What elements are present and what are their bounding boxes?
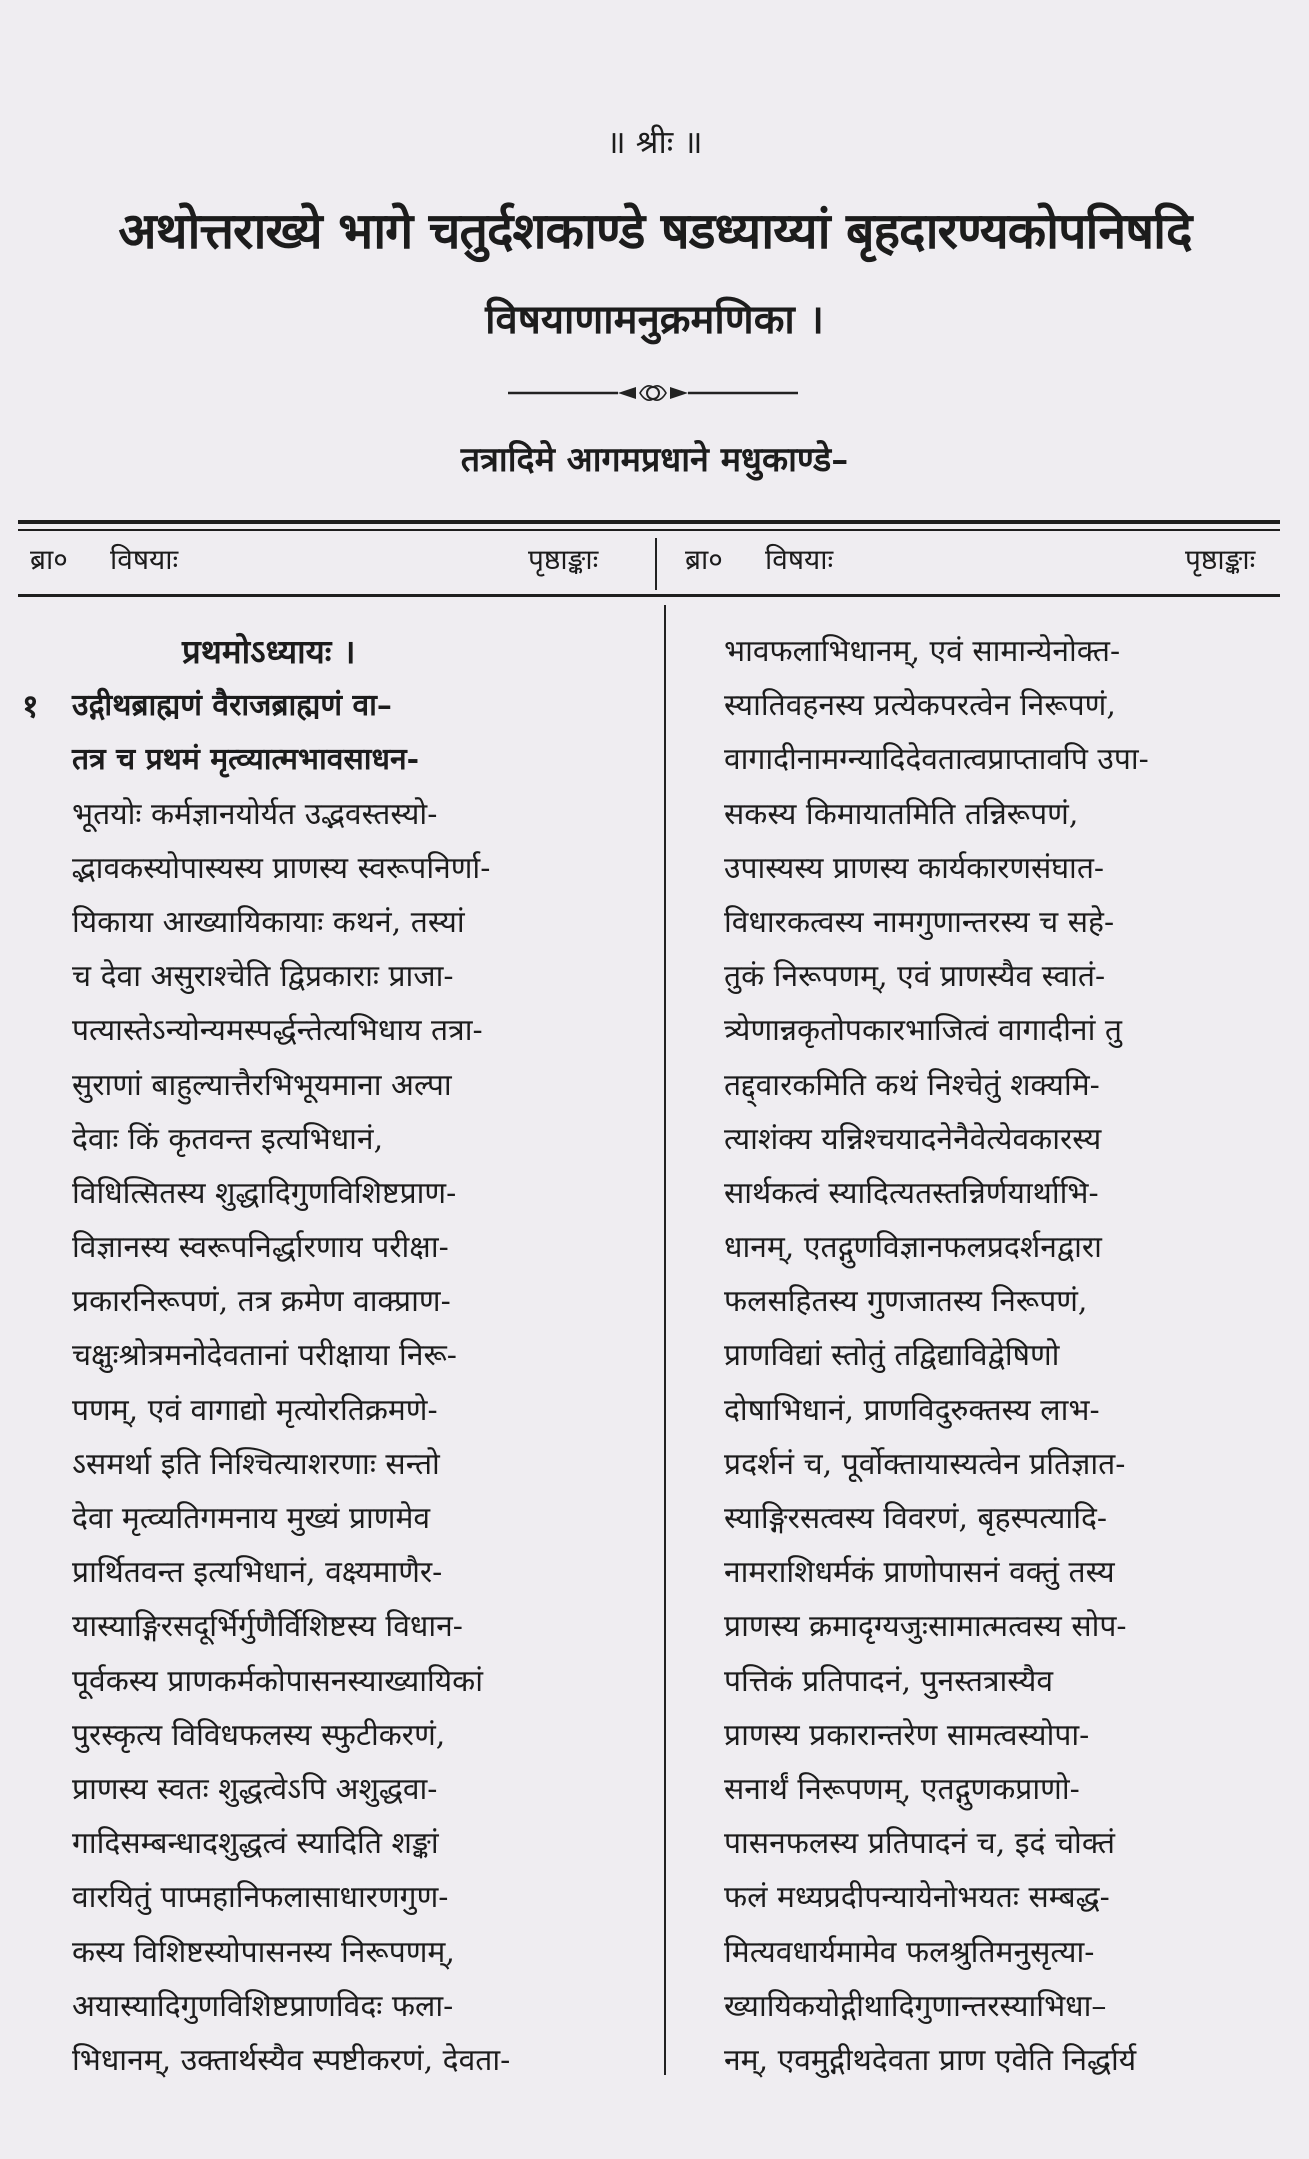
list-item: वागादीनामग्न्यादिदेवतात्वप्राप्तावपि उपा-: [724, 742, 1149, 778]
header-page-label: पृष्ठाङ्काः: [528, 543, 599, 576]
header-divider: [655, 538, 657, 590]
list-item: प्राणस्य क्रमादृग्यजुःसामात्मत्वस्य सोप-: [724, 1609, 1127, 1645]
list-item: प्राणस्य स्वतः शुद्धत्वेऽपि अशुद्धवा-: [72, 1771, 438, 1807]
list-item: मित्यवधार्यमामेव फलश्रुतिमनुसृत्या-: [724, 1934, 1095, 1970]
header-subject-label: विषयाः: [110, 543, 179, 576]
list-item: भावफलाभिधानम्, एवं सामान्येनोक्त-: [724, 634, 1121, 669]
column-divider: [664, 605, 666, 2075]
list-item: धानम्, एतद्गुणविज्ञानफलप्रदर्शनद्वारा: [724, 1230, 1102, 1266]
list-item: विधित्सितस्य शुद्धादिगुणविशिष्टप्राण-: [72, 1175, 457, 1211]
entry-number: १: [22, 687, 39, 726]
table-top-rule-thin: [18, 529, 1280, 531]
header-num-label: ब्रा०: [685, 543, 723, 576]
list-item: पणम्, एवं वागाद्यो मृत्योरतिक्रमणे-: [72, 1392, 438, 1428]
list-item: भूतयोः कर्मज्ञानयोर्यत उद्भवस्तस्यो-: [72, 796, 438, 832]
list-item: दोषाभिधानं, प्राणविदुरुक्तस्य लाभ-: [724, 1392, 1100, 1428]
list-item: देवा मृत्व्यतिगमनाय मुख्यं प्राणमेव: [72, 1501, 431, 1536]
list-item: त्याशंक्य यन्निश्चयादनेनैवेत्येवकारस्य: [724, 1121, 1102, 1157]
list-item: तत्र च प्रथमं मृत्व्यात्मभावसाधन-: [72, 742, 420, 778]
list-item: तद्द्वारकमिति कथं निश्चेतुं शक्यमि-: [724, 1067, 1100, 1103]
list-item: पासनफलस्य प्रतिपादनं च, इदं चोक्तं: [724, 1826, 1116, 1862]
left-column: [22, 625, 632, 2088]
header-page-label: पृष्ठाङ्काः: [1185, 543, 1256, 576]
list-item: वारयितुं पाप्महानिफलासाधारणगुण-: [72, 1880, 449, 1916]
list-item: देवाः किं कृतवन्त इत्यभिधानं,: [72, 1121, 384, 1157]
list-item: स्यातिवहनस्य प्रत्येकपरत्वेन निरूपणं,: [724, 688, 1116, 724]
header-subject-label: विषयाः: [765, 543, 834, 576]
list-item: नम्, एवमुद्गीथदेवता प्राण एवेति निर्द्धार्य: [724, 2042, 1137, 2078]
ornament-divider-icon: [508, 378, 798, 408]
list-item: चक्षुःश्रोत्रमनोदेवतानां परीक्षाया निरू-: [72, 1338, 457, 1374]
header-num-label: ब्रा०: [30, 543, 68, 576]
list-item: प्रदर्शनं च, पूर्वोक्तायास्यत्वेन प्रतिज्ञात-: [724, 1446, 1126, 1482]
list-item: स्याङ्गिरसत्वस्य विवरणं, बृहस्पत्यादि-: [724, 1501, 1108, 1536]
list-item: फलं मध्यप्रदीपन्यायेनोभयतः सम्बद्ध-: [724, 1880, 1110, 1916]
table-header-bottom-rule: [18, 594, 1280, 597]
list-item: सनार्थं निरूपणम्, एतद्गुणकप्राणो-: [724, 1771, 1080, 1807]
right-column: [724, 625, 1204, 2088]
list-item: पूर्वकस्य प्राणकर्मकोपासनस्याख्यायिकां: [72, 1663, 483, 1699]
list-item: ऽसमर्था इति निश्चित्याशरणाः सन्तो: [72, 1446, 440, 1482]
list-item: प्रकारनिरूपणं, तत्र क्रमेण वाक्प्राण-: [72, 1284, 451, 1320]
section-heading: तत्रादिमे आगमप्रधाने मधुकाण्डे–: [460, 440, 849, 480]
chapter-heading: प्रथमोऽध्यायः ।: [182, 632, 356, 671]
table-top-rule: [18, 520, 1280, 524]
list-item: विज्ञानस्य स्वरूपनिर्द्धारणाय परीक्षा-: [72, 1230, 449, 1266]
list-item: यिकाया आख्यायिकायाः कथनं, तस्यां: [72, 904, 465, 940]
list-item: भिधानम्, उक्तार्थस्यैव स्पष्टीकरणं, देवता-: [72, 2042, 511, 2078]
list-item: फलसहितस्य गुणजातस्य निरूपणं,: [724, 1284, 1088, 1320]
list-item: गादिसम्बन्धादशुद्धत्वं स्यादिति शङ्कां: [72, 1826, 439, 1862]
invocation: ॥ श्रीः ॥: [606, 123, 703, 161]
list-item: प्राणस्य प्रकारान्तरेण सामत्वस्योपा-: [724, 1717, 1090, 1753]
list-item: उपास्यस्य प्राणस्य कार्यकारणसंघात-: [724, 850, 1105, 886]
list-item: उद्गीथब्राह्मणं वैराजब्राह्मणं वा– १: [72, 679, 632, 733]
list-item: यास्याङ्गिरसदूर्भिर्गुणैर्विशिष्टस्य विधान-: [72, 1609, 463, 1645]
list-item: सकस्य किमायातमिति तन्निरूपणं,: [724, 796, 1079, 832]
list-item: नामराशिधर्मकं प्राणोपासनं वक्तुं तस्य: [724, 1555, 1115, 1591]
list-item: पुरस्कृत्य विविधफलस्य स्फुटीकरणं,: [72, 1717, 446, 1753]
list-item: अयास्यादिगुणविशिष्टप्राणविदः फला-: [72, 1988, 454, 2024]
list-item: ख्यायिकयोद्गीथादिगुणान्तरस्याभिधा–: [724, 1988, 1107, 2024]
list-item: त्र्येणान्नकृतोपकारभाजित्वं वागादीनां तु: [724, 1013, 1122, 1049]
list-item: द्भावकस्योपास्यस्य प्राणस्य स्वरूपनिर्णा-: [72, 850, 491, 886]
page-subtitle: विषयाणामनुक्रमणिका ।: [485, 296, 824, 343]
list-item: पत्यास्तेऽन्योन्यमस्पर्द्धन्तेत्यभिधाय तत्रा-: [72, 1013, 483, 1049]
list-item: कस्य विशिष्टस्योपासनस्य निरूपणम्,: [72, 1934, 455, 1970]
list-item: सुराणां बाहुल्यात्तैरभिभूयमाना अल्पा: [72, 1067, 452, 1103]
page-title: अथोत्तराख्ये भागे चतुर्दशकाण्डे षडध्याय्यां बृहदारण्यकोपनिषदि: [118, 201, 1192, 260]
list-item: विधारकत्वस्य नामगुणान्तरस्य च सहे-: [724, 904, 1115, 940]
list-item: पत्तिकं प्रतिपादनं, पुनस्तत्रास्यैव: [724, 1663, 1054, 1699]
list-item: प्राणविद्यां स्तोतुं तद्विद्याविद्वेषिणो: [724, 1338, 1060, 1374]
list-item: च देवा असुराश्चेति द्विप्रकाराः प्राजा-: [72, 959, 454, 995]
list-item: सार्थकत्वं स्यादित्यतस्तन्निर्णयार्थाभि-: [724, 1175, 1099, 1211]
list-item: प्रार्थितवन्त इत्यभिधानं, वक्ष्यमाणैर-: [72, 1555, 443, 1591]
list-item: तुकं निरूपणम्, एवं प्राणस्यैव स्वातं-: [724, 959, 1106, 995]
